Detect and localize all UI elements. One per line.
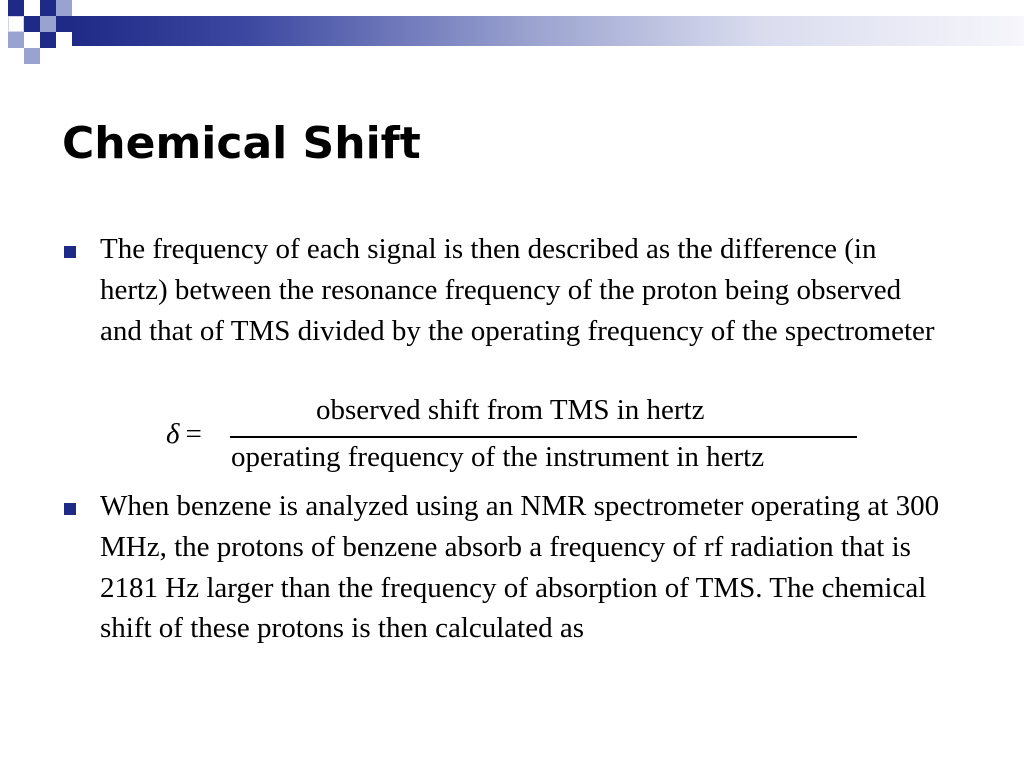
deco-square [8,32,24,48]
bullet-text: The frequency of each signal is then described as the difference (in hertz) between the resonance frequency of the proton being observed and that of TMS divided by the operating frequency of the spectrometer [100,233,935,347]
deco-square [8,0,24,16]
deco-square [56,0,72,16]
deco-square [8,16,24,32]
deco-square [40,0,56,16]
deco-square [40,48,56,64]
delta-symbol: δ [166,418,180,450]
slide-title: Chemical Shift [62,118,421,169]
deco-square [40,32,56,48]
bullet-text: When benzene is analyzed using an NMR spectrometer operating at 300 MHz, the protons of benzene absorb a frequency of rf radiation that is 2181 Hz larger than the frequency of absorption of TMS. The chemical shift of these protons is then calculated as [100,490,940,645]
deco-square [40,16,56,32]
deco-square [24,48,40,64]
deco-square [56,32,72,48]
bullet-marker [64,503,76,515]
deco-square [56,16,72,32]
equals-sign: = [185,418,202,450]
fraction-bar [230,436,857,438]
bullet-marker [64,246,76,258]
chemical-shift-formula [166,394,866,478]
deco-square [24,0,40,16]
formula-lhs [166,418,202,451]
header-gradient-band [72,16,1024,46]
deco-square [24,16,40,32]
formula-numerator: observed shift from TMS in hertz [316,394,705,426]
formula-denominator: operating frequency of the instrument in hertz [231,441,765,473]
deco-square [24,32,40,48]
